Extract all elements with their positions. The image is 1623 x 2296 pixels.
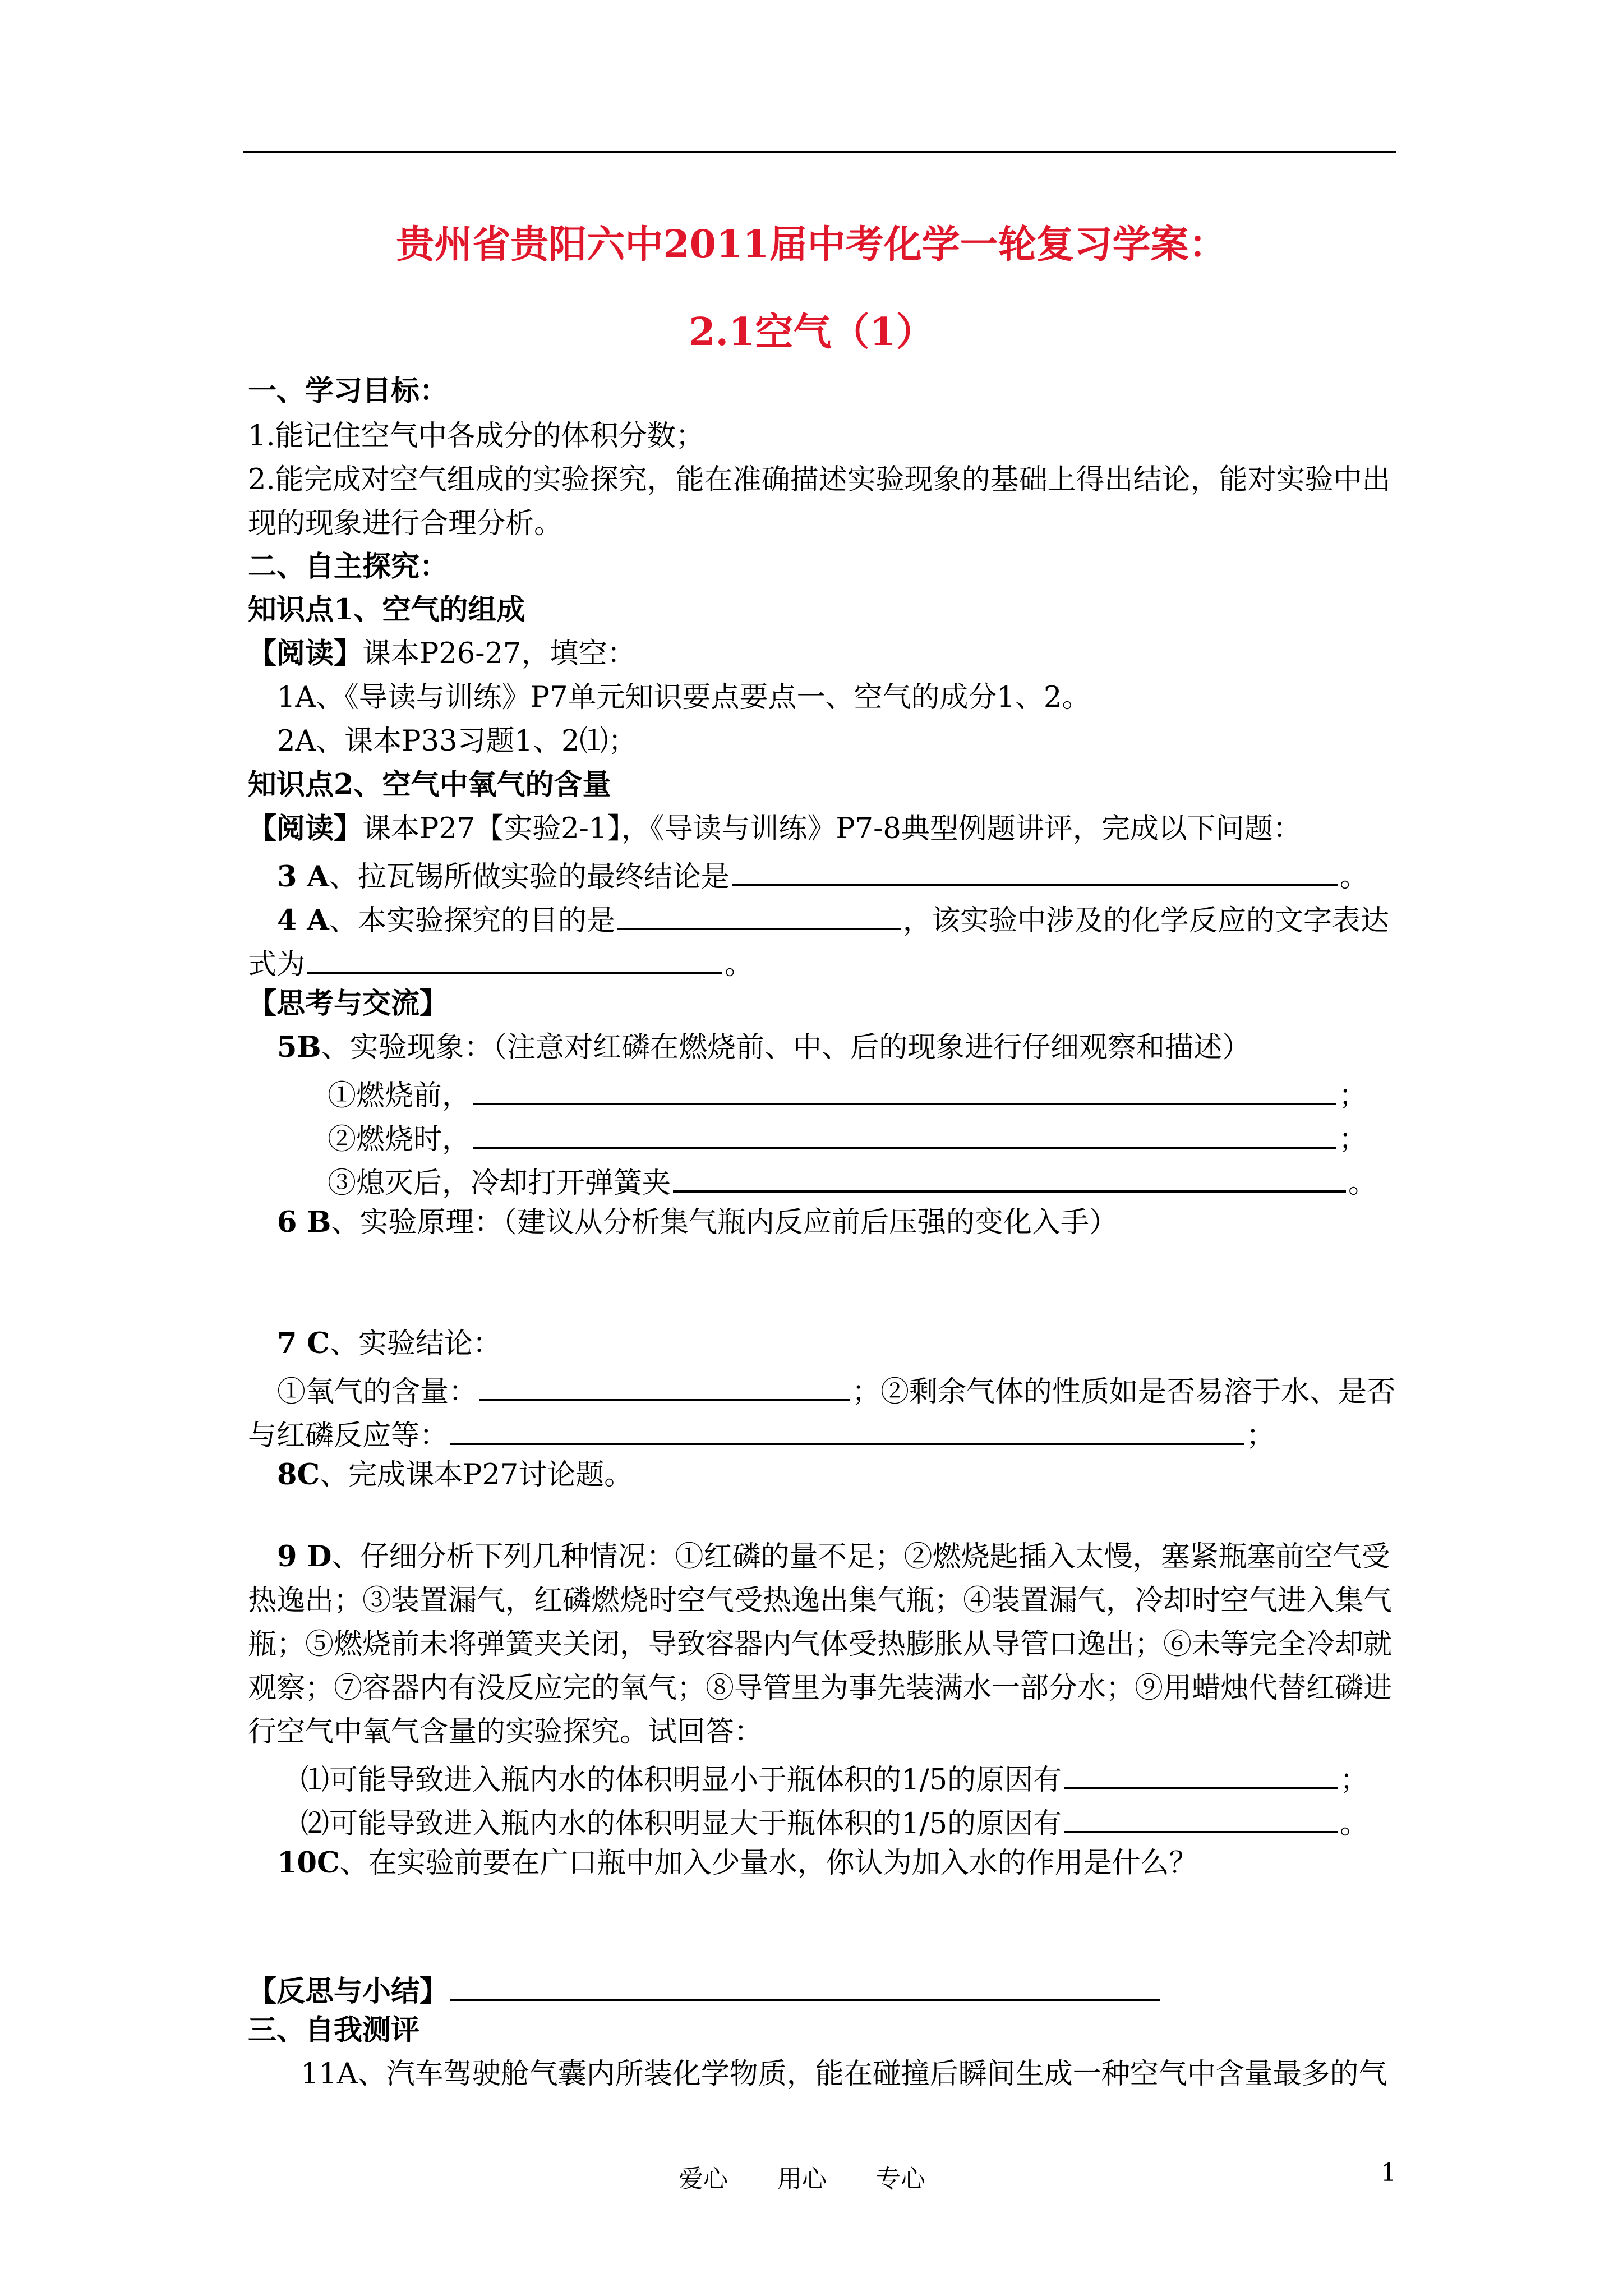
punctuation: 。 (1339, 861, 1368, 894)
question-4-text-cont: ，该实验中涉及的化学反应的文字表达 (902, 904, 1389, 937)
question-4 (277, 902, 1389, 935)
question-5-item-3 (328, 1165, 1377, 1198)
page-number: 1 (1381, 2159, 1396, 2187)
reflection-heading: 【反思与小结】 (248, 1975, 449, 2008)
item-label: 与红磷反应等： (248, 1419, 449, 1452)
doc-title: 贵州省贵阳六中2011届中考化学一轮复习学案： (396, 222, 1227, 267)
question-9-line3: 瓶；⑤燃烧前未将弹簧夹关闭，导致容器内气体受热膨胀从导管口逸出；⑥未等完全冷却就 (248, 1628, 1393, 1661)
question-8-number: 8C (277, 1458, 320, 1492)
question-10-text: 、在实验前要在广口瓶中加入少量水，你认为加入水的作用是什么？ (339, 1847, 1198, 1880)
section-heading-explore: 二、自主探究： (248, 550, 449, 583)
answer-blank[interactable] (1064, 1805, 1338, 1833)
question-9-line1 (277, 1540, 1390, 1573)
reading-tag: 【阅读】 (248, 637, 363, 670)
question-3-text: 、拉瓦锡所做实验的最终结论是 (329, 861, 730, 894)
question-9-text: 、仔细分析下列几种情况：①红磷的量不足；②燃烧匙插入太慢，塞紧瓶塞前空气受 (331, 1540, 1390, 1573)
question-5-item-1 (328, 1077, 1367, 1110)
punctuation: 。 (1348, 1167, 1377, 1200)
goal-2-line2: 现的现象进行合理分析。 (248, 507, 563, 540)
question-7-text: 、实验结论： (329, 1327, 501, 1360)
section-heading-goals: 一、学习目标： (248, 374, 449, 408)
question-4-text: 、本实验探究的目的是 (329, 904, 615, 937)
question-3 (277, 858, 1368, 894)
reading-2 (248, 812, 1302, 845)
question-9-line2: 热逸出；③装置漏气，红磷燃烧时空气受热逸出集气瓶；④装置漏气，冷却时空气进入集气 (248, 1584, 1393, 1617)
question-6 (277, 1205, 1118, 1239)
question-8 (277, 1458, 633, 1492)
punctuation: 。 (1340, 1807, 1369, 1841)
question-6-number: 6 B (277, 1205, 331, 1239)
item-label: ①燃烧前， (328, 1079, 471, 1112)
question-4-line2 (248, 946, 753, 979)
question-5-text: 、实验现象：（注意对红磷在燃烧前、中、后的现象进行仔细观察和描述） (321, 1031, 1251, 1064)
reflection-line (248, 1973, 1162, 2006)
question-7-line2 (277, 1373, 1396, 1409)
question-7-line3 (248, 1417, 1275, 1450)
question-2: 2A、课本P33习题1、2⑴； (277, 725, 637, 758)
section-heading-self-test: 三、自我测评 (248, 2013, 420, 2047)
punctuation: 。 (725, 948, 754, 981)
question-1: 1A、《导读与训练》P7单元知识要点要点一、空气的成分1、2。 (277, 681, 1091, 714)
question-4-text-end: 式为 (248, 948, 306, 981)
goal-2-line1: 2.能完成对空气组成的实验探究，能在准确描述实验现象的基础上得出结论，能对实验中出 (248, 463, 1391, 496)
reading-1-text: 课本P26-27，填空： (362, 637, 636, 670)
answer-blank[interactable] (732, 858, 1338, 886)
question-11: 11A、汽车驾驶舱气囊内所装化学物质，能在碰撞后瞬间生成一种空气中含量最多的气 (301, 2058, 1387, 2091)
think-heading: 【思考与交流】 (248, 987, 449, 1020)
answer-blank[interactable] (307, 946, 722, 974)
question-9-number: 9 D (277, 1540, 332, 1573)
question-8-text: 、完成课本P27讨论题。 (320, 1458, 633, 1492)
question-10 (277, 1846, 1198, 1880)
question-10-number: 10C (277, 1846, 340, 1880)
question-5-number: 5B (277, 1030, 321, 1064)
answer-blank[interactable] (450, 1973, 1160, 2001)
question-9-line4: 观察；⑦容器内有没反应完的氧气；⑧导管里为事先装满水一部分水；⑨用蜡烛代替红磷进 (248, 1672, 1393, 1705)
footer-motto: 爱心 用心 专心 (679, 2165, 925, 2193)
answer-blank[interactable] (673, 1165, 1346, 1193)
punctuation: ； (1246, 1419, 1275, 1452)
item-label: ⑴可能导致进入瓶内水的体积明显小于瓶体积的1/5的原因有 (301, 1764, 1062, 1797)
reading-2-text: 课本P27【实验2-1】，《导读与训练》P7-8典型例题讲评，完成以下问题： (362, 812, 1302, 845)
reading-tag: 【阅读】 (248, 812, 363, 845)
punctuation: ； (1339, 1123, 1368, 1156)
punctuation: ； (1339, 1079, 1368, 1112)
item-label: ②燃烧时， (328, 1123, 471, 1156)
question-7 (277, 1329, 501, 1358)
punctuation: ； (1340, 1764, 1369, 1797)
item-label: ⑵可能导致进入瓶内水的体积明显大于瓶体积的1/5的原因有 (301, 1807, 1062, 1841)
question-5 (277, 1030, 1251, 1064)
item-label: ①氧气的含量： (277, 1375, 478, 1409)
question-7-text-cont: ；②剩余气体的性质如是否易溶于水、是否 (852, 1375, 1396, 1409)
question-3-number: 3 A (277, 860, 329, 894)
question-9-line5: 行空气中氧气含量的实验探究。试回答： (248, 1715, 763, 1749)
question-4-number: 4 A (277, 904, 329, 937)
answer-blank[interactable] (617, 902, 901, 930)
question-5-item-2 (328, 1121, 1367, 1154)
answer-blank[interactable] (479, 1373, 850, 1401)
item-label: ③熄灭后，冷却打开弹簧夹 (328, 1167, 671, 1200)
doc-subtitle: 2.1空气（1） (689, 310, 934, 355)
answer-blank[interactable] (473, 1077, 1336, 1105)
knowledge-point-1: 知识点1、空气的组成 (248, 593, 525, 627)
question-9-item-2 (301, 1805, 1369, 1841)
answer-blank[interactable] (473, 1121, 1336, 1149)
goal-1: 1.能记住空气中各成分的体积分数； (248, 420, 704, 453)
question-9-item-1 (301, 1761, 1368, 1795)
answer-blank[interactable] (1064, 1761, 1338, 1789)
knowledge-point-2: 知识点2、空气中氧气的含量 (248, 768, 611, 802)
question-6-text: 、实验原理：（建议从分析集气瓶内反应前后压强的变化入手） (331, 1206, 1118, 1239)
header-rule (243, 151, 1396, 153)
reading-1 (248, 639, 635, 668)
answer-blank[interactable] (450, 1417, 1244, 1445)
question-7-number: 7 C (277, 1327, 330, 1360)
